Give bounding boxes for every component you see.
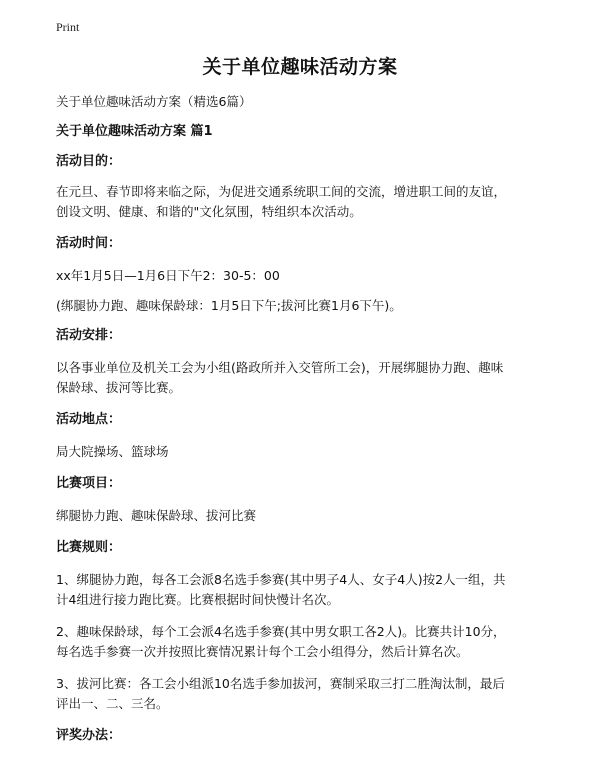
time-heading: 活动时间： bbox=[56, 236, 122, 251]
document-subtitle: 关于单位趣味活动方案（精选6篇） bbox=[56, 94, 252, 109]
time-text-line: (绑腿协力跑、趣味保龄球：1月5日下午;拔河比赛1月6下午)。 bbox=[56, 298, 402, 313]
arrange-heading: 活动安排： bbox=[56, 328, 122, 343]
items-heading: 比赛项目： bbox=[56, 476, 122, 491]
time-text-line: xx年1月5日—1月6日下午2：30-5：00 bbox=[56, 268, 280, 283]
rule-line: 1、绑腿协力跑，每各工会派8名选手参赛(其中男子4人、女子4人)按2人一组，共 bbox=[56, 572, 506, 587]
rule-line: 3、拔河比赛：各工会小组派10名选手参加拔河，赛制采取三打二胜淘汰制，最后 bbox=[56, 676, 505, 691]
rules-heading: 比赛规则： bbox=[56, 540, 122, 555]
rule-line: 评出一、二、三名。 bbox=[56, 696, 169, 711]
purpose-heading: 活动目的： bbox=[56, 154, 122, 169]
page-title: 关于单位趣味活动方案 bbox=[202, 56, 398, 78]
arrange-text-line: 保龄球、拔河等比赛。 bbox=[56, 380, 182, 395]
purpose-text-line: 在元旦、春节即将来临之际，为促进交通系统职工间的交流，增进职工间的友谊， bbox=[56, 184, 507, 199]
arrange-text-line: 以各事业单位及机关工会为小组(路政所并入交管所工会)，开展绑腿协力跑、趣味 bbox=[56, 360, 504, 375]
rule-line: 每名选手参赛一次并按照比赛情况累计每个工会小组得分，然后计算名次。 bbox=[56, 644, 469, 659]
rule-line: 2、趣味保龄球，每个工会派4名选手参赛(其中男女职工各2人)。比赛共计10分， bbox=[56, 624, 506, 639]
items-text: 绑腿协力跑、趣味保龄球、拔河比赛 bbox=[56, 508, 257, 523]
award-heading: 评奖办法： bbox=[56, 728, 122, 743]
document-body bbox=[56, 92, 552, 746]
print-label: Print bbox=[56, 20, 80, 34]
place-text: 局大院操场、篮球场 bbox=[56, 444, 169, 459]
rule-line: 计4组进行接力跑比赛。比赛根据时间快慢计名次。 bbox=[56, 592, 339, 607]
section-title: 关于单位趣味活动方案 篇1 bbox=[56, 124, 213, 139]
purpose-text-line: 创设文明、健康、和谐的"文化氛围，特组织本次活动。 bbox=[56, 204, 362, 219]
place-heading: 活动地点： bbox=[56, 412, 122, 427]
